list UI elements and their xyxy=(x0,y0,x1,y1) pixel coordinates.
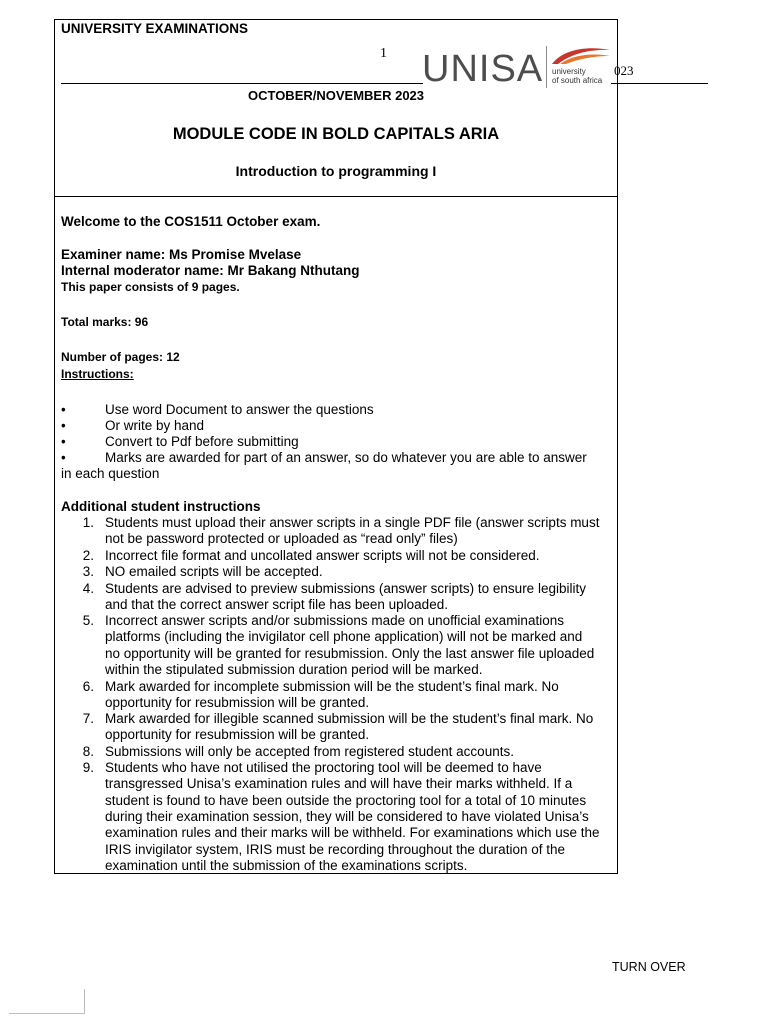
list-item-line: NO emailed scripts will be accepted. xyxy=(105,564,323,579)
bullet-item: Convert to Pdf before submitting xyxy=(105,434,299,449)
list-item-line: opportunity for resubmission will be granted. xyxy=(105,727,370,742)
list-item-line: examination until the submission of the examinations scripts. xyxy=(105,858,468,873)
total-marks: Total marks: 96 xyxy=(61,315,149,329)
list-item-line: no opportunity will be granted for resubmission. Only the last answer file uploaded xyxy=(105,646,595,661)
list-item-line: student is found to have been outside the proctoring tool for a total of 10 minutes xyxy=(105,793,587,808)
list-item-line: opportunity for resubmission will be granted. xyxy=(105,695,370,710)
list-number: 4. xyxy=(82,581,94,596)
list-number: 9. xyxy=(82,760,94,775)
header-divider xyxy=(54,196,618,197)
crop-mark-vertical xyxy=(84,989,85,1013)
list-number: 1. xyxy=(82,515,94,530)
list-number: 7. xyxy=(82,711,94,726)
list-item-line: Mark awarded for incomplete submission will be the student’s final mark. No xyxy=(105,679,559,694)
unisa-swoosh-icon xyxy=(550,44,612,66)
year-fragment: 023 xyxy=(614,63,634,78)
instructions-heading: Instructions: xyxy=(61,367,134,381)
welcome-text: Welcome to the COS1511 October exam. xyxy=(61,214,321,229)
list-number: 2. xyxy=(82,548,94,563)
list-number: 3. xyxy=(82,564,94,579)
list-number: 8. xyxy=(82,744,94,759)
list-item-line: during their examination session, they will be considered to have violated Unisa’s xyxy=(105,809,589,824)
logo-subtitle-line1: university xyxy=(552,67,586,76)
list-item-line: Students who have not utilised the proctoring tool will be deemed to have xyxy=(105,760,542,775)
list-item-line: not be password protected or uploaded as “read only” files) xyxy=(105,531,458,546)
header-rule-right xyxy=(611,83,708,84)
bullet-item-continuation: in each question xyxy=(61,466,160,481)
bullet-marker: • xyxy=(61,450,66,465)
logo-separator xyxy=(546,46,547,88)
university-examinations-label: UNIVERSITY EXAMINATIONS xyxy=(61,21,249,36)
list-item-line: Students are advised to preview submissions (answer scripts) to ensure legibility xyxy=(105,581,586,596)
list-item-line: Incorrect answer scripts and/or submissions made on unofficial examinations xyxy=(105,613,564,628)
examiner-name: Examiner name: Ms Promise Mvelase xyxy=(61,247,302,262)
list-item-line: platforms (including the invigilator cell phone application) will not be marked and xyxy=(105,629,583,644)
pages-consist: This paper consists of 9 pages. xyxy=(61,280,240,294)
list-item-line: Students must upload their answer scripts in a single PDF file (answer scripts must xyxy=(105,515,600,530)
list-item-line: examination rules and their marks will be withheld. For examinations which use the xyxy=(105,825,600,840)
bullet-marker: • xyxy=(61,402,66,417)
module-code: MODULE CODE IN BOLD CAPITALS ARIA xyxy=(172,125,500,143)
list-item-line: Submissions will only be accepted from registered student accounts. xyxy=(105,744,514,759)
page-number: 1 xyxy=(380,46,387,61)
list-item-line: transgressed Unisa’s examination rules and will have their marks withheld. If a xyxy=(105,776,573,791)
list-item-line: and that the correct answer script file has been uploaded. xyxy=(105,597,448,612)
moderator-name: Internal moderator name: Mr Bakang Nthutang xyxy=(61,263,360,278)
bullet-marker: • xyxy=(61,418,66,433)
bullet-marker: • xyxy=(61,434,66,449)
list-item-line: Mark awarded for illegible scanned submission will be the student’s final mark. No xyxy=(105,711,594,726)
course-title: Introduction to programming I xyxy=(235,163,437,179)
bullet-item: Marks are awarded for part of an answer, so do whatever you are able to answer xyxy=(105,450,587,465)
unisa-logo-text: UNISA xyxy=(422,48,544,90)
bullet-item: Use word Document to answer the questions xyxy=(105,402,374,417)
logo-subtitle-line2: of south africa xyxy=(552,76,603,85)
bullet-item: Or write by hand xyxy=(105,418,205,433)
number-of-pages: Number of pages: 12 xyxy=(61,350,180,364)
crop-mark-horizontal xyxy=(9,1013,85,1014)
header-rule-left xyxy=(61,83,423,84)
list-number: 6. xyxy=(82,679,94,694)
list-item-line: IRIS invigilator system, IRIS must be recording throughout the duration of the xyxy=(105,842,565,857)
list-item-line: Incorrect file format and uncollated answer scripts will not be considered. xyxy=(105,548,540,563)
list-item-line: within the stipulated submission duration period will be marked. xyxy=(105,662,483,677)
additional-instructions-heading: Additional student instructions xyxy=(61,499,261,514)
turn-over-label: TURN OVER xyxy=(612,960,686,974)
exam-session: OCTOBER/NOVEMBER 2023 xyxy=(247,88,425,103)
list-number: 5. xyxy=(82,613,94,628)
